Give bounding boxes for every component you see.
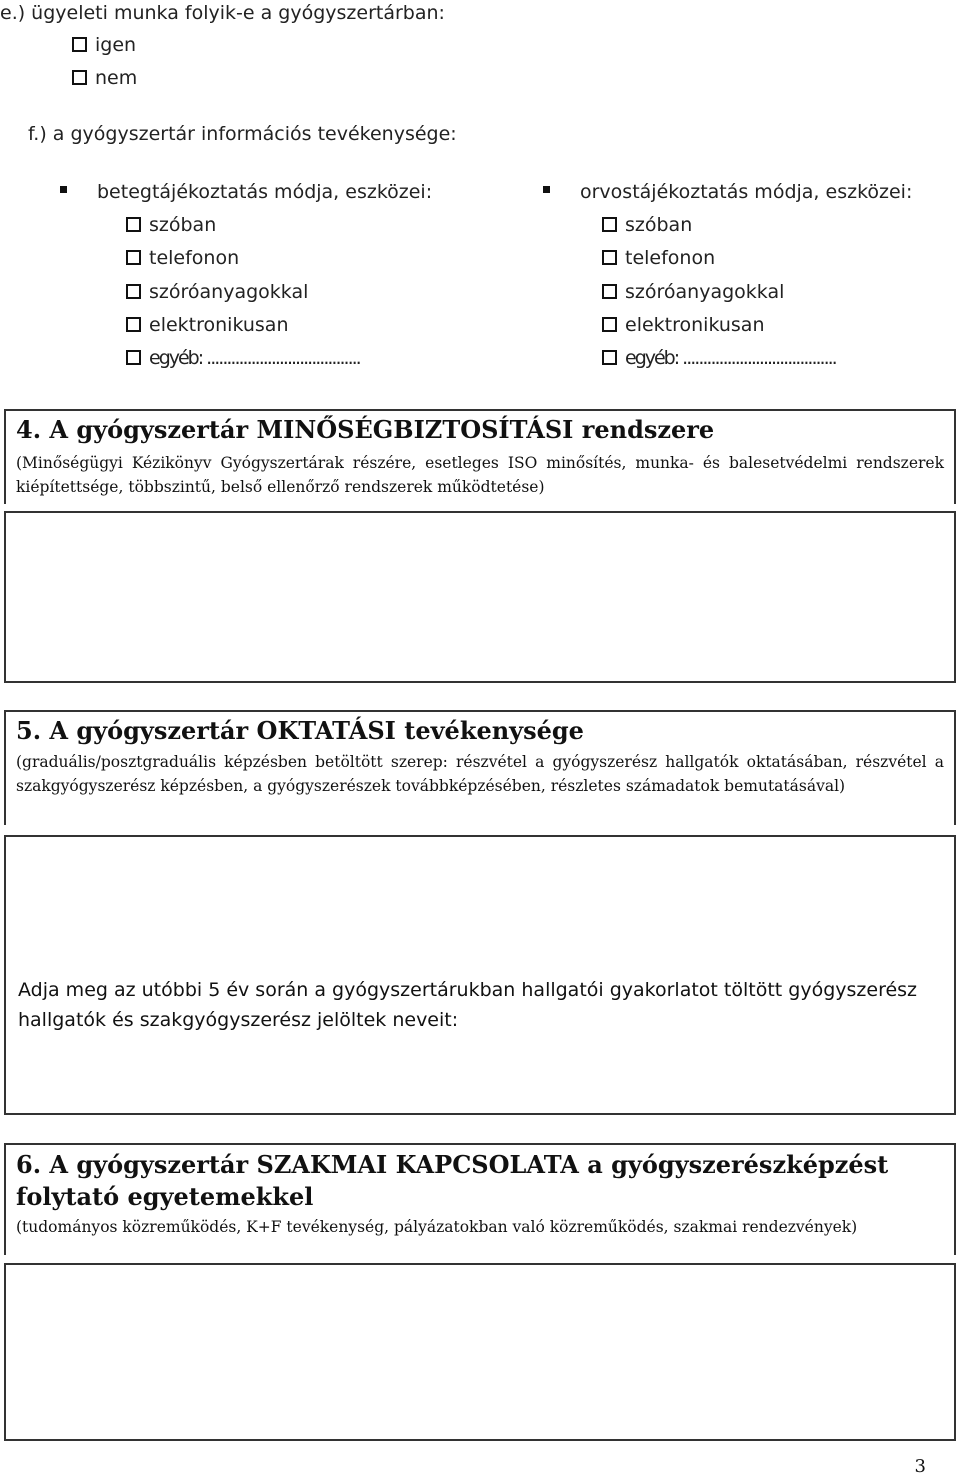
question-f: f.) a gyógyszertár információs tevékenysége: (28, 123, 457, 145)
left-option-szoroanyag[interactable]: szóróanyagokkal (126, 281, 308, 303)
checkbox-icon[interactable] (602, 350, 617, 365)
right-option-telefonon[interactable]: telefonon (602, 247, 715, 269)
right-option-szoban[interactable]: szóban (602, 214, 692, 236)
checkbox-icon[interactable] (126, 350, 141, 365)
left-option-elektronikusan[interactable]: elektronikusan (126, 314, 289, 336)
checkbox-icon[interactable] (602, 284, 617, 299)
option-nem[interactable] (72, 67, 137, 89)
option-label: igen (95, 34, 137, 56)
checkbox-icon[interactable] (126, 284, 141, 299)
section5-answer-box[interactable] (4, 835, 956, 1115)
checkbox-icon[interactable] (72, 70, 87, 85)
right-option-egyeb[interactable]: egyéb: ...................................... (602, 347, 836, 369)
right-group-title: orvostájékoztatás módja, eszközei: (543, 181, 912, 203)
section5-header-frame (4, 710, 956, 825)
left-option-szoban[interactable]: szóban (126, 214, 216, 236)
checkbox-icon[interactable] (126, 250, 141, 265)
option-igen[interactable] (72, 34, 136, 56)
question-e: e.) ügyeleti munka folyik-e a gyógyszertárban: (0, 2, 445, 24)
checkbox-icon[interactable] (126, 317, 141, 332)
checkbox-icon[interactable] (602, 250, 617, 265)
section6-note: (tudományos közreműködés, K+F tevékenység, pályázatokban való közreműködés, szakmai rendezvények) (16, 1218, 858, 1236)
section5-heading: 5. A gyógyszertár OKTATÁSI tevékenysége (16, 716, 584, 745)
section6-header-frame (4, 1143, 956, 1255)
right-option-szoroanyag[interactable]: szóróanyagokkal (602, 281, 784, 303)
right-option-elektronikusan[interactable]: elektronikusan (602, 314, 765, 336)
checkbox-icon[interactable] (126, 217, 141, 232)
checkbox-icon[interactable] (602, 317, 617, 332)
square-bullet-icon (543, 186, 550, 193)
page-number: 3 (914, 1456, 926, 1477)
section5-prompt: Adja meg az utóbbi 5 év során a gyógyszertárukban hallgatói gyakorlatot töltött gyógyszerész hallgatók és szakgyógyszerész jelöltek neveit: (18, 979, 918, 1031)
checkbox-icon[interactable] (602, 217, 617, 232)
left-group-title: betegtájékoztatás módja, eszközei: (60, 181, 432, 203)
section4-note: (Minőségügyi Kézikönyv Gyógyszertárak részére, esetleges ISO minősítés, munka- és balesetvédelmi rendszerek kiépítettsége, többszintű, belső ellenőrző rendszerek működtetése) (16, 454, 944, 496)
left-option-egyeb[interactable]: egyéb: ...................................... (126, 347, 360, 369)
square-bullet-icon (60, 186, 67, 193)
section4-answer-box[interactable] (4, 511, 956, 683)
option-label: nem (95, 67, 138, 89)
section4-header-frame (4, 409, 956, 504)
section4-heading: 4. A gyógyszertár MINŐSÉGBIZTOSÍTÁSI rendszere (16, 415, 715, 444)
section5-note: (graduális/posztgraduális képzésben betöltött szerep: részvétel a gyógyszerész hallgatók oktatásában, részvétel a szakgyógyszerész képzésben, a gyógyszerészek továbbképzésében, részletes számadatok bemutatásával) (16, 753, 944, 795)
section6-answer-box[interactable] (4, 1263, 956, 1441)
section6-heading: 6. A gyógyszertár SZAKMAI KAPCSOLATA a gyógyszerészképzést folytató egyetemekkel (16, 1150, 889, 1211)
checkbox-icon[interactable] (72, 37, 87, 52)
left-option-telefonon[interactable]: telefonon (126, 247, 239, 269)
